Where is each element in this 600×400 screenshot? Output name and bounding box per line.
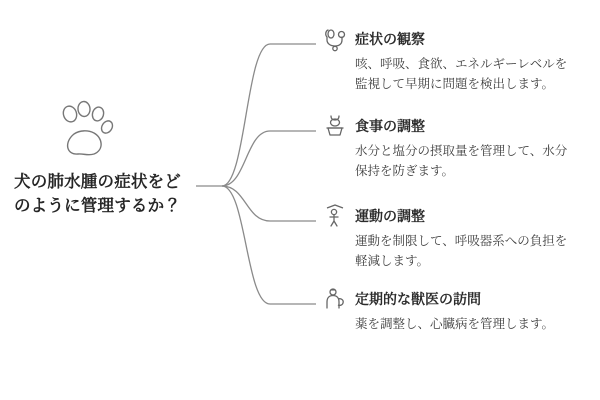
- root-node[interactable]: [8, 100, 188, 219]
- branch-description: 薬を調整し、心臓病を管理します。: [355, 317, 555, 331]
- branch-title: 症状の観察: [355, 30, 425, 47]
- veterinarian-icon: [322, 286, 348, 312]
- branch-header: [322, 26, 584, 52]
- dog-food-bowl-icon: [322, 113, 348, 139]
- stethoscope-dog-icon: [322, 26, 348, 52]
- branch-description: 水分と塩分の摂取量を管理して、水分保持を防ぎます。: [355, 144, 568, 179]
- branch-item[interactable]: [322, 286, 584, 334]
- dog-walking-icon: [322, 203, 348, 229]
- branch-header: [322, 113, 584, 139]
- root-title: 犬の肺水腫の症状をどのように管理するか？: [14, 173, 181, 215]
- branch-description: 咳、呼吸、食欲、エネルギーレベルを監視して早期に問題を検出します。: [355, 57, 568, 92]
- branch-header: [322, 286, 584, 312]
- branch-item[interactable]: [322, 203, 584, 272]
- branch-title: 定期的な獣医の訪問: [355, 290, 481, 307]
- paw-print-icon: [50, 100, 120, 160]
- branch-item[interactable]: [322, 26, 584, 95]
- branch-header: [322, 203, 584, 229]
- branch-item[interactable]: [322, 113, 584, 182]
- branch-description: 運動を制限して、呼吸器系への負担を軽減します。: [355, 234, 568, 269]
- branch-title: 運動の調整: [355, 207, 425, 224]
- branch-title: 食事の調整: [355, 117, 425, 134]
